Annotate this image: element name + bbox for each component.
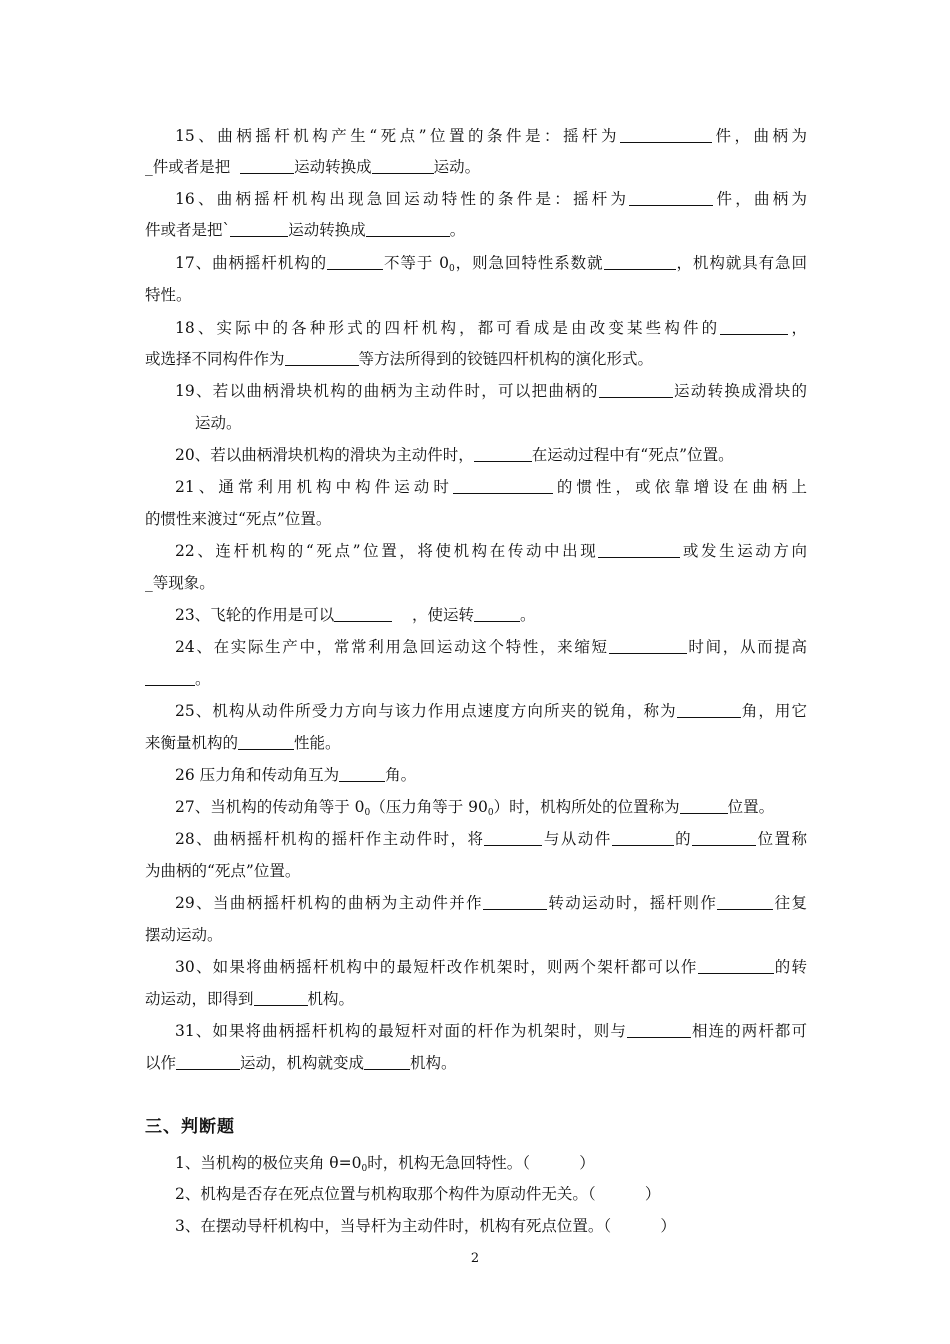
j2-text-a: 2、机构是否存在死点位置与机构取那个构件为原动件无关。（	[175, 1185, 596, 1203]
q23-text-b: ，使运转	[411, 606, 474, 624]
question-17-line-2	[0, 285, 950, 305]
q30-text-a: 30、如果将曲柄摇杆机构中的最短杆改作机架时，则两个架杆都可以作	[175, 958, 698, 976]
q17-text-a: 17、曲柄摇杆机构的	[175, 254, 328, 272]
q31-text-a: 31、如果将曲柄摇杆机构的最短杆对面的杆作为机架时，则与	[175, 1022, 627, 1040]
q30-text-c: 动运动，即得到	[145, 990, 254, 1008]
question-30-line-1	[0, 957, 950, 977]
question-29-line-1	[0, 893, 950, 913]
blank	[254, 989, 308, 1006]
q30-text-d: 机构。	[307, 990, 355, 1008]
question-23-line-1	[0, 605, 950, 625]
q18-text-b: ，	[788, 319, 807, 337]
q21-text-c: 的惯性来渡过“死点”位置。	[145, 510, 332, 528]
blank	[627, 1021, 691, 1038]
blank	[230, 220, 288, 237]
q16-text-e: 。	[449, 221, 466, 239]
blank	[364, 1053, 410, 1070]
q24-text-c: 。	[195, 670, 211, 688]
j1-text-c: ）	[579, 1154, 595, 1172]
q31-text-b: 相连的两杆都可	[690, 1022, 807, 1040]
q16-text-c: 件或者是把`	[145, 221, 231, 239]
blank	[483, 893, 547, 910]
q22-text-b: 或发生运动方向	[680, 542, 807, 560]
q24-text-a: 24、在实际生产中，常常利用急回运动这个特性，来缩短	[175, 638, 609, 656]
q23-text-c: 。	[519, 606, 536, 624]
blank	[677, 701, 741, 718]
question-21-line-1	[0, 477, 950, 497]
q17-subscript: 0	[449, 264, 455, 274]
blank	[698, 957, 774, 974]
question-19-line-1	[0, 381, 950, 401]
q27-text-a: 27、当机构的传动角等于 0	[175, 798, 365, 816]
q28-text-a: 28、曲柄摇杆机构的摇杆作主动件时，将	[175, 830, 485, 848]
question-20-line-1	[0, 445, 950, 465]
q16-text-d: 运动转换成	[288, 221, 366, 239]
q26-text-b: 角。	[385, 766, 417, 784]
q19-text-b: 运动转换成滑块的	[672, 382, 807, 400]
q18-text-d: 等方法所得到的铰链四杆机构的演化形式。	[358, 350, 654, 368]
q28-text-e: 为曲柄的“死点”位置。	[145, 862, 301, 880]
question-28-line-1	[0, 829, 950, 849]
q31-text-c: 以作	[145, 1054, 177, 1072]
q21-text-a: 21、通常利用机构中构件运动时	[175, 478, 453, 496]
q18-text-a: 18、实际中的各种形式的四杆机构，都可看成是由改变某些构件的	[175, 319, 721, 337]
blank	[176, 1053, 240, 1070]
question-24-line-2	[0, 669, 950, 689]
blank	[238, 733, 294, 750]
question-21-line-2	[0, 509, 950, 529]
question-15-line-1	[0, 126, 950, 146]
q29-text-a: 29、当曲柄摇杆机构的曲柄为主动件并作	[175, 894, 484, 912]
question-24-line-1	[0, 637, 950, 657]
question-26-line-1	[0, 765, 950, 785]
q17-text-d: ，机构就具有急回	[675, 254, 807, 272]
q22-text-c: _等现象。	[145, 574, 215, 592]
q25-text-b: 角，用它	[740, 702, 807, 720]
blank	[474, 605, 520, 622]
blank	[366, 220, 450, 237]
question-17-line-1	[0, 253, 950, 279]
q27-subscript-a: 0	[364, 808, 371, 818]
blank	[720, 318, 788, 335]
q27-text-c: ）时，机构所处的位置称为	[493, 798, 680, 816]
question-25-line-1	[0, 701, 950, 721]
q27-text-d: 位置。	[727, 798, 775, 816]
blank	[604, 253, 676, 270]
q24-text-b: 时间，从而提高	[686, 638, 807, 656]
blank	[612, 829, 674, 846]
q15-text-c: _件或者是把	[145, 158, 231, 176]
blank	[680, 797, 728, 814]
q19-text-c: 运动。	[195, 414, 242, 432]
q28-text-c: 的	[673, 830, 693, 848]
q25-text-a: 25、机构从动件所受力方向与该力作用点速度方向所夹的锐角，称为	[175, 702, 677, 720]
q16-text-a: 16、曲柄摇杆机构出现急回运动特性的条件是：摇杆为	[175, 190, 630, 208]
q30-text-b: 的转	[773, 958, 807, 976]
q23-text-a: 23、飞轮的作用是可以	[175, 606, 335, 624]
judgment-2	[0, 1184, 950, 1204]
blank	[372, 157, 434, 174]
question-31-line-1	[0, 1021, 950, 1041]
blank	[474, 445, 532, 462]
j1-subscript: 0	[361, 1164, 368, 1174]
blank	[145, 669, 195, 686]
question-31-line-2	[0, 1053, 950, 1073]
blank	[240, 157, 294, 174]
question-16-line-1	[0, 189, 950, 209]
section-title-judgment: 三、判断题	[145, 1117, 235, 1137]
j1-text-b: 时，机构无急回特性。（	[367, 1154, 530, 1172]
judgment-1	[0, 1153, 950, 1179]
q19-text-a: 19、若以曲柄滑块机构的曲柄为主动件时，可以把曲柄的	[175, 382, 599, 400]
q27-subscript-b: 0	[487, 808, 494, 818]
q28-text-d: 位置称	[756, 830, 807, 848]
q18-text-c: 或选择不同构件作为	[145, 350, 285, 368]
question-27-line-1	[0, 797, 950, 823]
j1-text-a: 1、当机构的极位夹角 θ=0	[175, 1154, 362, 1172]
blank	[599, 381, 673, 398]
q31-text-d: 运动，机构就变成	[240, 1054, 365, 1072]
q28-text-b: 与从动件	[542, 830, 612, 848]
question-15-line-2	[0, 157, 950, 177]
judgment-3	[0, 1216, 950, 1236]
question-18-line-2	[0, 349, 950, 369]
q22-text-a: 22、连杆机构的“死点”位置，将使机构在传动中出现	[175, 542, 599, 560]
question-18-line-1	[0, 318, 950, 338]
q15-text-d: 运动转换成	[294, 158, 372, 176]
blank	[629, 189, 713, 206]
q29-text-b: 转动运动时，摇杆则作	[547, 894, 718, 912]
question-30-line-2	[0, 989, 950, 1009]
blank	[484, 829, 542, 846]
blank	[692, 829, 756, 846]
q16-text-b: 件，曲柄为	[713, 190, 807, 208]
q26-text-a: 26 压力角和传动角互为	[175, 766, 340, 784]
blank	[609, 637, 687, 654]
q15-text-a: 15、曲柄摇杆机构产生“死点”位置的条件是：摇杆为	[175, 127, 620, 145]
j3-text-a: 3、在摆动导杆机构中，当导杆为主动件时，机构有死点位置。（	[175, 1217, 612, 1235]
q31-text-e: 机构。	[410, 1054, 457, 1072]
q25-text-d: 性能。	[294, 734, 341, 752]
blank	[327, 253, 383, 270]
q20-text-a: 20、若以曲柄滑块机构的滑块为主动件时，	[175, 446, 474, 464]
question-19-line-2	[0, 413, 950, 433]
blank	[453, 477, 553, 494]
question-16-line-2	[0, 220, 950, 240]
q17-text-e: 特性。	[145, 286, 192, 304]
question-22-line-1	[0, 541, 950, 561]
question-28-line-2	[0, 861, 950, 881]
blank	[620, 126, 712, 143]
q21-text-b: 的惯性，或依靠增设在曲柄上	[552, 478, 807, 496]
q20-text-b: 在运动过程中有“死点”位置。	[531, 446, 734, 464]
q15-text-b: 件，曲柄为	[712, 127, 807, 145]
question-25-line-2	[0, 733, 950, 753]
blank	[285, 349, 359, 366]
q29-text-d: 摆动运动。	[145, 926, 223, 944]
question-22-line-2	[0, 573, 950, 593]
blank	[598, 541, 680, 558]
q17-text-b: 不等于 0	[383, 254, 450, 272]
q17-text-c: ，则急回特性系数就	[454, 254, 604, 272]
q25-text-c: 来衡量机构的	[145, 734, 239, 752]
q15-text-e: 运动。	[433, 158, 481, 176]
j3-text-b: ）	[660, 1217, 676, 1235]
page-number: 2	[470, 1251, 480, 1266]
question-29-line-2	[0, 925, 950, 945]
q29-text-c: 往复	[773, 894, 807, 912]
blank	[717, 893, 773, 910]
j2-text-b: ）	[644, 1185, 661, 1203]
blank	[339, 765, 385, 782]
blank	[334, 605, 392, 622]
q27-text-b: （压力角等于 90	[370, 798, 488, 816]
